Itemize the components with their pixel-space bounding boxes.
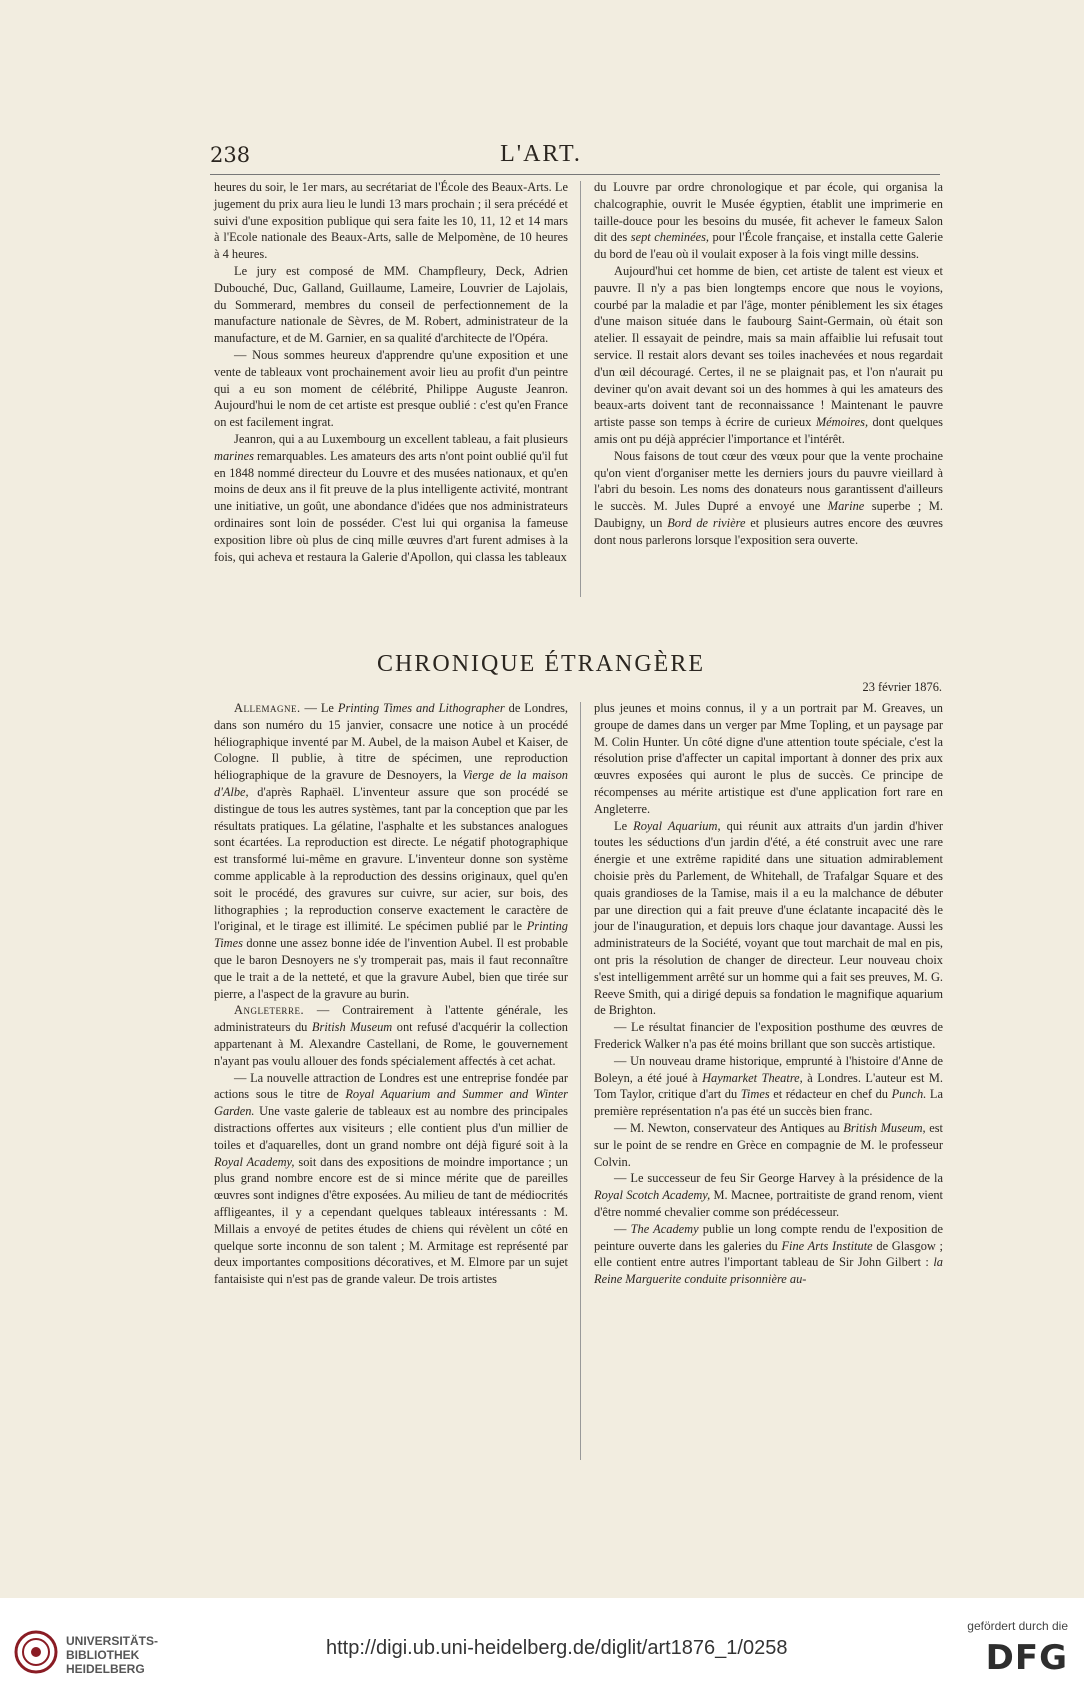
text-run: dont quelques amis ont pu déjà apprécier l'importance et l'intérêt. xyxy=(594,415,943,446)
page-number: 238 xyxy=(210,143,251,167)
paragraph xyxy=(214,1070,568,1288)
italic-text: British Museum, xyxy=(843,1120,926,1135)
text-run: ont refusé d'acquérir la collection appartenant à M. Alexandre Castellani, de Rome, le gouvernement n'ayant pas voulu allouer des fonds spécialement affectés à cet achat. xyxy=(214,1020,568,1068)
italic-text: la Reine Marguerite conduite prisonnière au- xyxy=(594,1255,943,1287)
text-run: Une vaste galerie de tableaux est au nombre des principales distractions offertes aux visiteurs ; elle contient plus d'un millier de toiles et d'aquarelles, dont un grand nombre ont déjà figuré soit à la xyxy=(214,1104,568,1152)
italic-text: Mémoires, xyxy=(815,415,869,430)
text-run: M. Macnee, portraitiste de grand renom, vient d'être nommé chevalier comme son prédécesseur. xyxy=(594,1188,943,1219)
dateline: 23 février 1876. xyxy=(862,680,942,694)
university-seal-icon xyxy=(14,1630,58,1674)
text-run: — La nouvelle attraction de Londres est une entreprise fondée par actions sous le titre de xyxy=(214,1070,568,1102)
text-run: — Le successeur de feu Sir George Harvey à la présidence de la xyxy=(614,1171,943,1186)
paragraph: heures du soir, le 1er mars, au secrétariat de l'École des Beaux-Arts. Le jugement du prix aura lieu le lundi 13 mars prochain ; il sera précédé et suivi d'une exposition publique qui sera faite les 10, 11, 12 et 14 mars à l'Ecole nationale des Beaux-Arts, salle de Melpomène, de 10 heures à 4 heures. xyxy=(214,180,568,262)
italic-text: British Museum xyxy=(311,1020,393,1035)
text-run: soit dans des expositions de moindre importance ; un plus grand nombre encore est de si mince mérite que de pareilles œuvres sont indignes d'être exposées. Au milieu de tant de médiocrités affligeantes, il y a cependant quelques tableaux intéressants : M. Millais a envoyé de petites études de chiens qui révèlent un côté en quelque sorte inconnu de son talent ; M. Armitage est représenté par deux importantes compositions décoratives, et M. Elmore par un sujet fantaisiste qui n'est pas de grande valeur. De trois artistes xyxy=(214,1154,568,1287)
text-run: Nous faisons de tout cœur des vœux pour que la vente prochaine qu'on vient d'organiser mette les derniers jours du pauvre vieillard à l'abri du besoin. Les noms des donateurs nous garantissent d'ailleurs le succès. M. Jules Dupré a envoyé une xyxy=(594,448,943,514)
italic-text: Bord de rivière xyxy=(667,515,746,530)
paragraph xyxy=(214,431,568,565)
document-url-link[interactable]: http://digi.ub.uni-heidelberg.de/diglit/art1876_1/0258 xyxy=(326,1637,788,1659)
text-run: Jeanron, qui a au Luxembourg un excellent tableau, a fait plusieurs xyxy=(234,431,568,446)
country-label: Angleterre. xyxy=(234,1003,305,1018)
text-run: pour l'École française, et installa cette Galerie du bord de l'eau où il voulait exposer à la fois vingt mille dessins. xyxy=(594,230,943,262)
text-run: superbe ; M. Daubigny, un xyxy=(594,499,943,530)
text-run: et rédacteur en chef du xyxy=(769,1087,892,1102)
paragraph xyxy=(214,700,568,1002)
text-run: — Un nouveau drame historique, emprunté à l'histoire d'Anne de Boleyn, a été joué à xyxy=(594,1053,943,1085)
library-name xyxy=(66,1634,158,1676)
section1-left-column xyxy=(214,179,568,565)
paragraph: — Le résultat financier de l'exposition posthume des œuvres de Frederick Walker n'a pas été moins brillant que son succès artistique. xyxy=(594,1020,943,1051)
italic-text: Times xyxy=(740,1087,770,1102)
column-divider xyxy=(580,181,581,597)
paragraph xyxy=(594,448,943,549)
text-run: de Londres, dans son numéro du 15 janvier, consacre une notice à un procédé héliographique inventé par M. Aubel, de la maison Aubel et Kaiser, de Cologne. Il publie, à titre de spécimen, une reproduction héliographique de la gravure de Desnoyers, la xyxy=(214,701,568,783)
section-heading: CHRONIQUE ÉTRANGÈRE xyxy=(377,651,705,677)
text-run: — Contrairement à l'attente générale, les administrateurs du xyxy=(214,1003,568,1035)
paragraph xyxy=(594,1053,943,1120)
text-run: Le xyxy=(614,818,634,833)
journal-title: L'ART. xyxy=(500,141,582,167)
paragraph xyxy=(594,263,943,448)
column-divider xyxy=(580,702,581,1460)
text-run: remarquables. Les amateurs des arts n'ont point oublié qu'il fut en 1848 nommé directeur du Louvre et des musées nationaux, et qu'en moins de deux ans il fit preuve de la plus intelligente activité, montrant une initiative, un goût, une abondance d'idées que nos administrateurs ordinaires sont loin de posséder. C'est lui qui organisa la fameuse exposition libre où plus de cinq mille œuvres d'art furent admises à la fois, qui acheva et restaura la Galerie d'Apollon, qui classa les tableaux xyxy=(214,448,568,564)
funded-by-label: gefördert durch die xyxy=(967,1619,1068,1633)
text-run: qui réunit aux attraits d'un jardin d'hiver toutes les séductions d'un jardin d'été, a été construit avec une rare énergie et une extrême rapidité dans une situation admirablement choisie près du Parlement, de Whitehall, de Trafalgar Square et des quais grandioses de la Tamise, mais il a eu la malchance de débuter par une direction qui a fait preuve d'une éclatante incapacité dès le jour de l'inauguration, et depuis lors chaque jour davantage. Aussi les administrateurs de la Société, voyant que tout marchait de mal en pis, ont pris la résolution de changer de directeur. Leur nouveau choix s'est intelligemment arrêté sur un homme qui a fait ses preuves, M. G. Reeve Smith, qui a dirigé depuis sa fondation le magnifique aquarium de Brighton. xyxy=(594,818,944,1018)
text-run: du Louvre par ordre chronologique et par école, qui organisa la chalcographie, ouvrit le Musée égyptien, établit une imprimerie en taille-douce pour les besoins du musée, fit achever le fameux Salon dit des xyxy=(594,180,943,245)
text-run: — xyxy=(614,1221,631,1236)
italic-text: Marine xyxy=(827,499,865,514)
italic-text: Fine Arts Institute xyxy=(781,1238,873,1253)
text-run: Aujourd'hui cet homme de bien, cet artiste de talent est vieux et pauvre. Il n'y a pas bien longtemps encore que nous le voyions, courbé par la maladie et par l'âge, monter péniblement les six étages d'une maison située dans le faubourg Saint-Germain, où était son atelier. Il essayait de peindre, mais sa main affaiblie lui refusait tout service. Il restait alors devant ses toiles inachevées et nous regardait d'un œil découragé. Certes, il ne se plaignait pas, et l'on n'aurait pu deviner qu'on avait devant soi un des hommes à qui les amateurs des beaux-arts doivent tant de reconnaissance ! Maintenant le pauvre artiste passe son temps à écrire de curieux xyxy=(594,263,943,430)
italic-text: Royal Scotch Academy, xyxy=(594,1188,711,1203)
italic-text: Royal Academy, xyxy=(214,1154,295,1169)
library-name-line: UNIVERSITÄTS- xyxy=(66,1634,159,1648)
italic-text: Printing Times and Lithographer xyxy=(337,701,505,715)
paragraph xyxy=(214,1002,568,1069)
text-run: d'après Raphaël. L'inventeur assure que son procédé se distingue de tous les autres systèmes, tant par la conception que par les résultats pratiques. La gélatine, l'asphalte et les substances analogues sont écartées. La reproduction est directe. Le négatif photographique est transformé lui-même en gravure. L'inventeur donne son système comme applicable à la reproduction des dessins originaux, quel qu'en soit le procédé, des gravures sur cuivre, sur acier, sur bois, des lithographies ; la reproduction conserve exactement le caractère de l'original, et le tirage est illimité. Le spécimen publié par le xyxy=(214,784,568,934)
paragraph xyxy=(594,1221,943,1288)
italic-text: Vierge de la maison d'Albe, xyxy=(214,768,569,799)
dfg-logo: DFG xyxy=(985,1638,1068,1678)
text-run: est sur le point de se rendre en Grèce en compagnie de M. le professeur Colvin. xyxy=(594,1120,943,1169)
library-name-line: HEIDELBERG xyxy=(66,1662,145,1676)
chronique-right-column xyxy=(594,700,943,1288)
italic-text: Royal Aquarium, xyxy=(633,818,721,833)
italic-text: The Academy xyxy=(630,1221,699,1236)
country-label: Allemagne. xyxy=(234,701,301,715)
chronique-left-column xyxy=(214,700,568,1288)
text-run: donne une assez bonne idée de l'invention Aubel. Il est probable que le baron Desnoyers ne s'y tromperait pas, mais il faut reconnaître que le trait a de la netteté, et que la gravure Aubel, bien que tirée sur pierre, a l'aspect de la gravure au burin. xyxy=(214,936,568,1001)
italic-text: Royal Aquarium and Summer and Winter Garden. xyxy=(214,1087,568,1119)
library-name-line: BIBLIOTHEK xyxy=(66,1648,140,1662)
paragraph xyxy=(594,1120,943,1170)
italic-text: sept cheminées, xyxy=(630,230,709,245)
footer-bar xyxy=(0,1598,1084,1688)
italic-text: marines xyxy=(214,448,254,463)
paragraph xyxy=(594,1170,943,1220)
text-run: à Londres. L'auteur est M. Tom Taylor, critique d'art du xyxy=(594,1070,944,1102)
text-run: — Le xyxy=(300,701,338,715)
italic-text: Haymarket Theatre, xyxy=(702,1070,803,1085)
header-rule xyxy=(210,174,940,175)
text-run: — M. Newton, conservateur des Antiques au xyxy=(614,1120,844,1135)
section1-right-column xyxy=(594,179,943,549)
italic-text: Punch. xyxy=(891,1087,927,1102)
text-run: La première représentation n'a pas été un succès bien franc. xyxy=(594,1087,943,1119)
paragraph: Le jury est composé de MM. Champfleury, Deck, Adrien Dubouché, Duc, Galland, Guillaume, Lameire, Louvrier de Lajolais, du Sommerard, membres du conseil de perfectionnement de la manufacture nationale de Sèvres, de M. Robert, administrateur de la manufacture, et de M. Garnier, en sa qualité d'architecte de l'Opéra. xyxy=(214,263,568,346)
text-run: de Glasgow ; elle contient entre autres l'important tableau de Sir John Gilbert : xyxy=(594,1238,943,1270)
paragraph: — Nous sommes heureux d'apprendre qu'une exposition et une vente de tableaux vont prochainement avoir lieu au profit d'un peintre qui a eu son moment de célébrité, Philippe Auguste Jeanron. Aujourd'hui le nom de cet artiste est presque oublié : c'est qu'en France on est facilement ingrat. xyxy=(214,347,568,430)
text-run: et plusieurs autres encore des œuvres dont nous parlerons lorsque l'exposition sera ouverte. xyxy=(594,515,943,547)
paragraph xyxy=(594,179,943,263)
paragraph xyxy=(594,818,943,1020)
italic-text: Printing Times xyxy=(214,919,568,951)
paragraph: plus jeunes et moins connus, il y a un portrait par M. Greaves, un groupe de dames dans un verger par Mme Topling, et un paysage par M. Colin Hunter. Un côté digne d'une attention toute spéciale, c'est la résolution prise d'affecter un capital important à donner des prix aux œuvres exposées qui auront le plus de succès. Ce principe de récompenses au mérite artistique est d'une application fort rare en Angleterre. xyxy=(594,701,943,816)
text-run: publie un long compte rendu de l'exposition de peinture ouverte dans les galeries du xyxy=(594,1221,943,1253)
